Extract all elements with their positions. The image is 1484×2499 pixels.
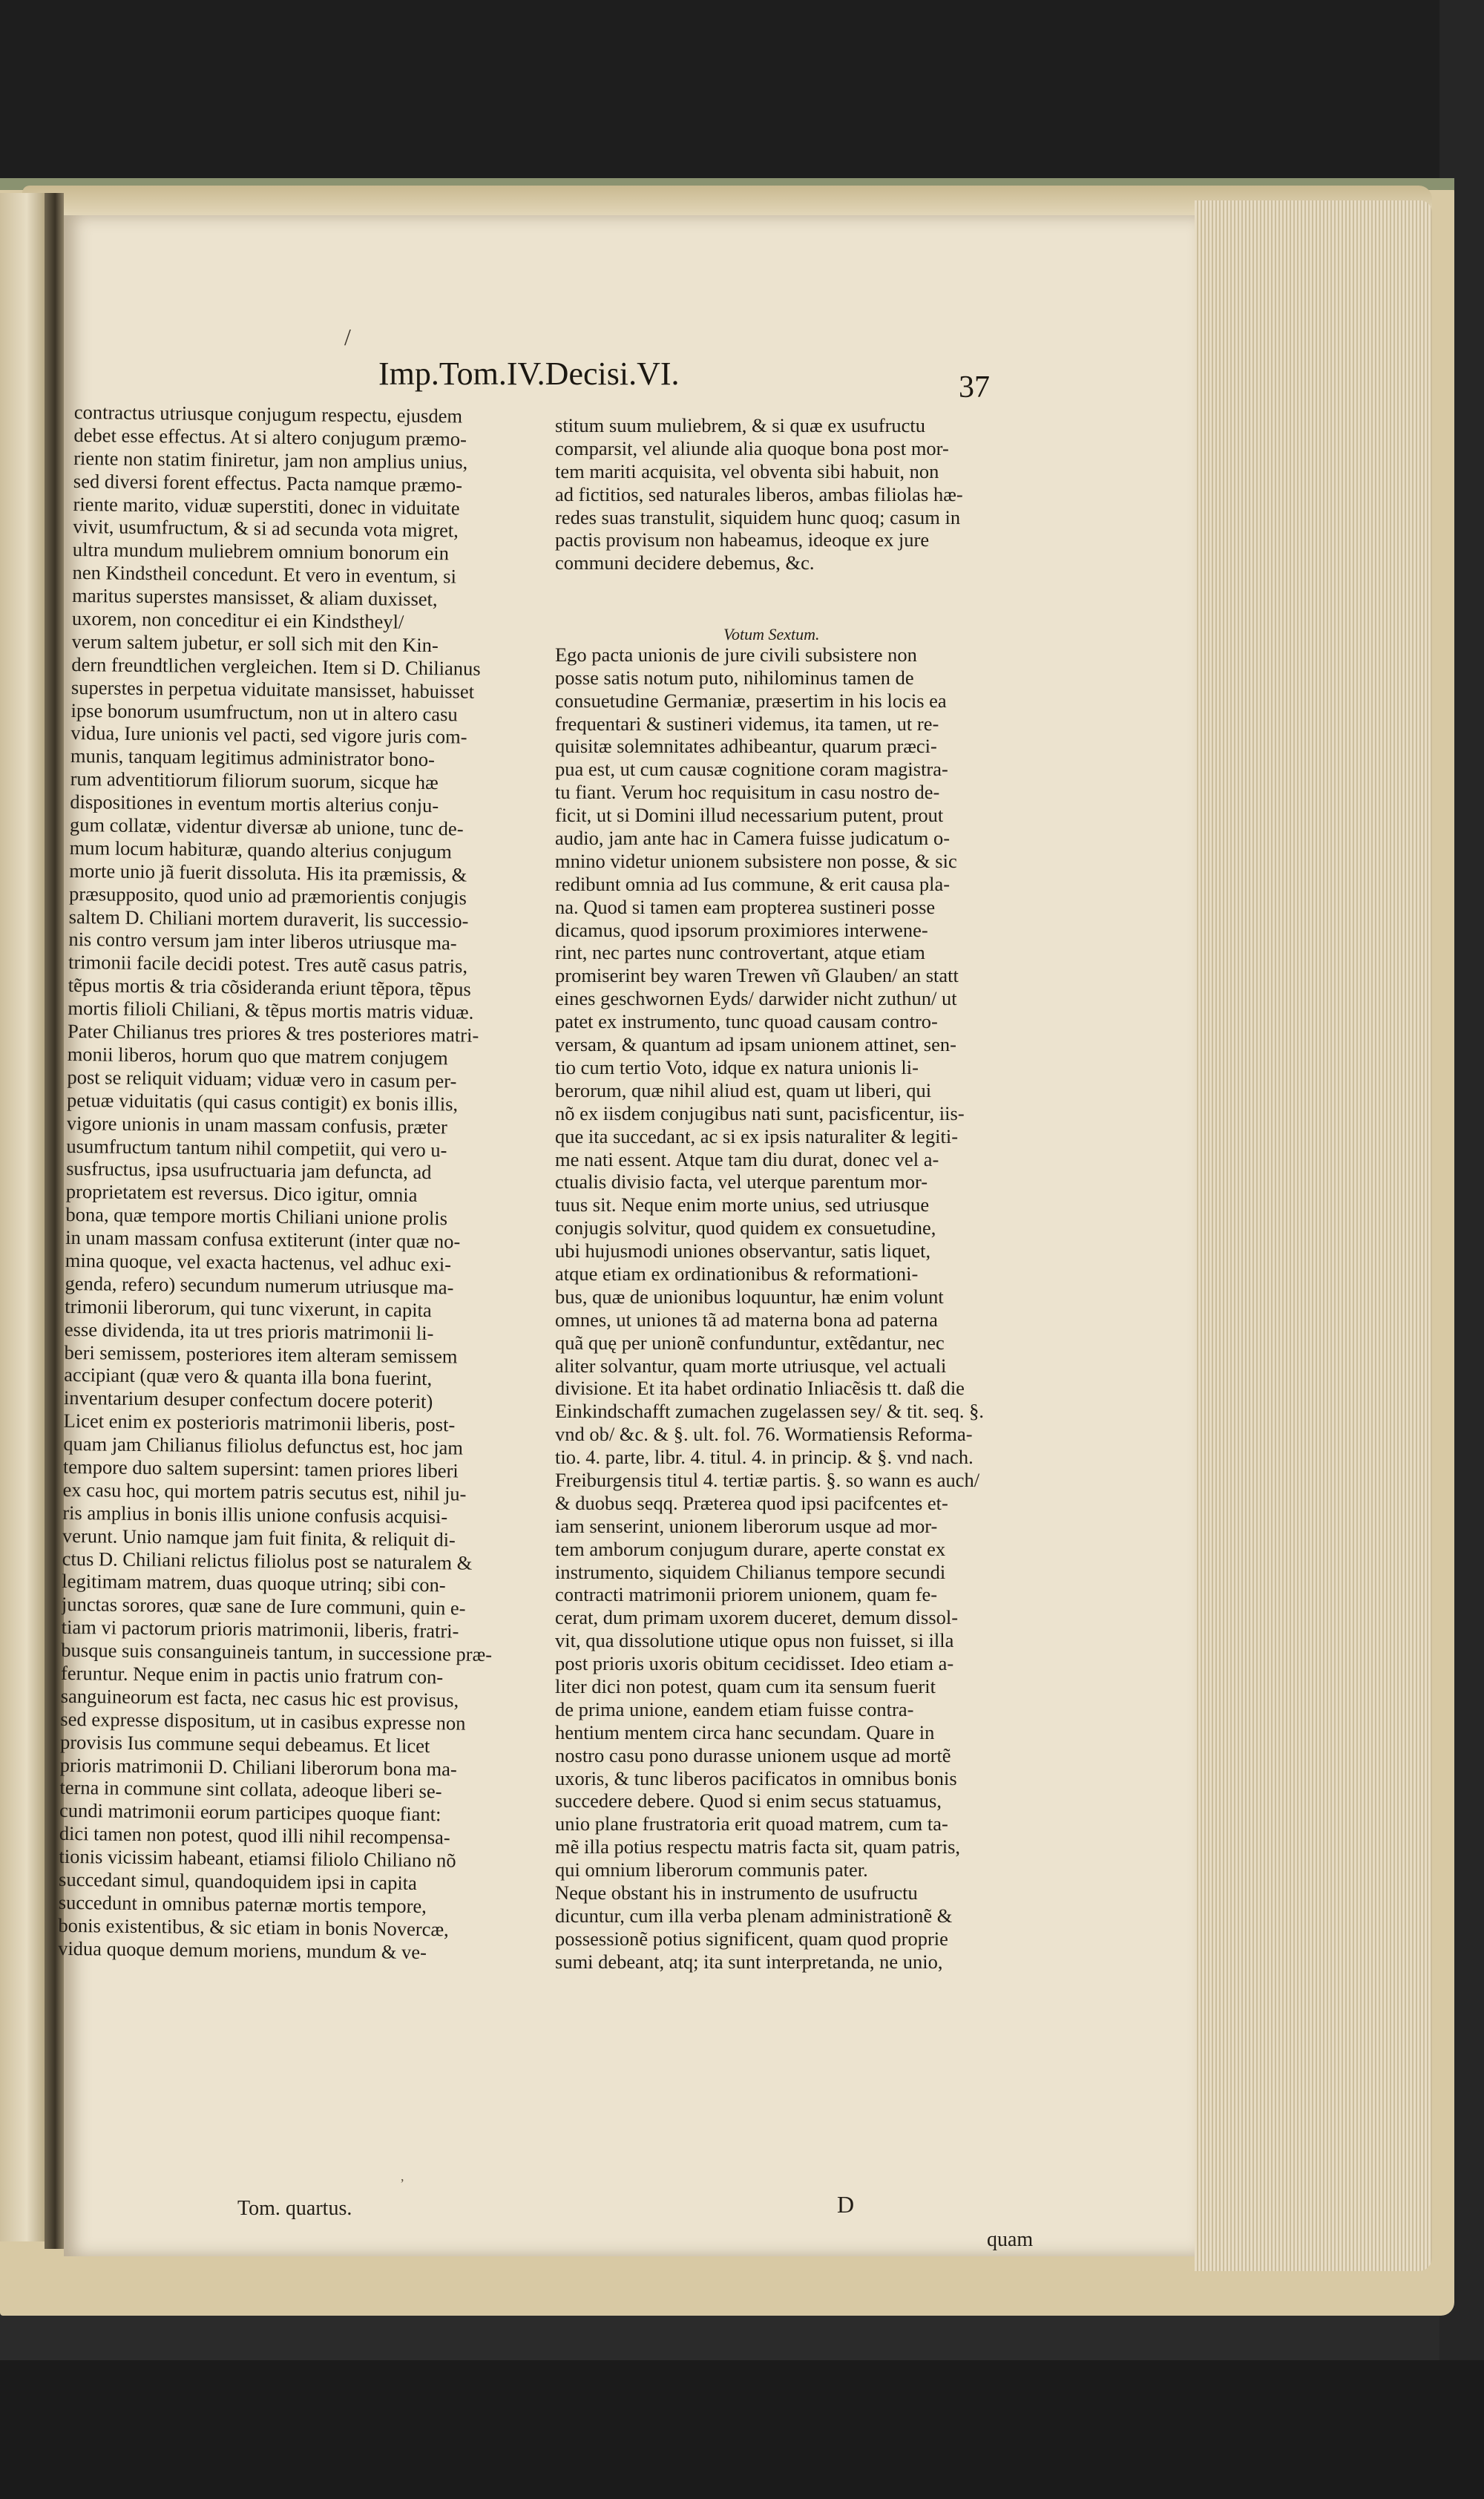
text-line: [555, 597, 1037, 620]
text-line: bus, quæ de unionibus loquuntur, hæ enim volunt: [555, 1285, 944, 1308]
text-line: verunt. Unio namque jam fuit finita, & reliquit di-: [62, 1524, 456, 1551]
text-line: qui omnium liberorum communis pater.: [555, 1858, 868, 1881]
text-line: comparsit, vel aliunde alia quoque bona post mor-: [555, 436, 949, 459]
text-line: provisis Ius commune sequi debeamus. Et licet: [59, 1730, 430, 1757]
text-line: redes suas transtulit, siquidem hunc quoq; casum in: [555, 505, 961, 528]
running-head: Imp.Tom.IV.Decisi.VI.: [378, 356, 680, 392]
text-line: præsupposito, quod unio ad præmorientis conjugis: [68, 882, 467, 909]
text-line: trimonii facile decidi potest. Tres autẽ casus patris,: [68, 951, 468, 977]
text-line: cerat, dum primam uxorem duceret, demum dissol-: [555, 1606, 959, 1629]
text-line: sed expresse dispositum, ut in casibus expresse non: [60, 1707, 466, 1735]
text-line: redibunt omnia ad Ius commune, & erit causa pla-: [555, 872, 951, 895]
page-edges-fore: [1195, 200, 1432, 2271]
text-line: junctas sorores, quæ sane de Iure communi, quin e-: [61, 1593, 466, 1619]
text-line: Pater Chilianus tres priores & tres posteriores matri-: [67, 1020, 479, 1047]
text-line: Neque obstant his in instrumento de usufructu: [555, 1881, 918, 1904]
text-line: ipse bonorum usumfructum, non ut in altero casu: [70, 698, 458, 726]
text-line: ultra mundum muliebrem omnium bonorum ein: [72, 538, 450, 565]
text-line: contracti matrimonii priorem unionem, quam fe-: [555, 1583, 938, 1606]
text-line: ficit, ut si Domini illud necessarium putent, prout: [555, 804, 944, 827]
text-line: dici tamen non potest, quod illi nihil recompensa-: [59, 1822, 450, 1849]
text-line: ris amplius in bonis illis unione confusis acquisi-: [62, 1501, 448, 1528]
text-line: divisione. Et ita habet ordinatio Inliacẽsis tt. daß die: [555, 1377, 965, 1400]
text-line: tempore duo saltem supersint: tamen priores liberi: [62, 1455, 459, 1482]
text-line: rum adventitiorum filiorum suorum, sicque hæ: [70, 767, 439, 794]
text-line: succedunt in omnibus paternæ mortis tempore,: [58, 1890, 427, 1917]
text-line: me nati essent. Atque tam diu durat, donec vel a-: [555, 1147, 939, 1170]
text-line: dern freundtlichen vergleichen. Item si D. Chilianus: [71, 652, 481, 680]
text-line: conjugis solvitur, quod quidem ex consuetudine,: [555, 1216, 936, 1239]
text-line: beri semissem, posteriores item alteram semissem: [64, 1340, 458, 1367]
text-line: sed diversi forent effectus. Pacta namque præmo-: [73, 469, 463, 497]
text-line: ex casu hoc, qui mortem patris secutus est, nihil ju-: [62, 1478, 467, 1505]
text-line: genda, refero) secundum numerum utriusque ma-: [65, 1271, 454, 1299]
text-line: ubi hujusmodi uniones observantur, satis liquet,: [555, 1239, 931, 1262]
text-line: post prioris uxoris obitum cecidisset. Ideo etiam a-: [555, 1652, 954, 1675]
text-line: ctualis divisio facta, vel uterque parentum mor-: [555, 1170, 928, 1193]
text-line: & duobus seqq. Præterea quod ipsi pacifcentes et-: [555, 1491, 948, 1514]
text-line: dicuntur, cum illa verba plenam administrationẽ &: [555, 1904, 953, 1927]
text-line: nis contro versum jam inter liberos utriusque ma-: [68, 928, 457, 954]
text-line: feruntur. Neque enim in pactis unio fratrum con-: [60, 1661, 444, 1689]
text-line: quã quę per unionẽ confunduntur, extẽdantur, nec: [555, 1331, 945, 1354]
dark-backdrop-bottom: [0, 2360, 1484, 2499]
text-line: vidua, Iure unionis vel pacti, sed vigore juris com-: [70, 721, 467, 749]
text-line: hentium mentem circa hanc secundam. Quare in: [555, 1720, 935, 1743]
text-line: unio plane frustratoria erit quoad matrem, cum ta-: [555, 1812, 948, 1835]
text-line: eines geschwornen Eyds/ darwider nicht zuthun/ ut: [555, 987, 957, 1010]
text-line: uxoris, & tunc liberos pacificatos in omnibus bonis: [555, 1766, 957, 1789]
text-line: liter dici non potest, quam cum ita sensum fuerit: [555, 1674, 936, 1697]
text-line: aliter solvantur, quam morte utriusque, vel actuali: [555, 1354, 947, 1377]
text-line: rint, nec partes nunc controvertant, atque etiam: [555, 941, 925, 964]
text-line: omnes, ut uniones tã ad materna bona ad paterna: [555, 1308, 938, 1331]
text-line: atque etiam ex ordinationibus & reformationi-: [555, 1262, 919, 1285]
text-line: posse satis notum puto, nihilominus tamen de: [555, 666, 914, 689]
text-line: busque suis consanguineis tantum, in successione præ-: [61, 1639, 493, 1666]
stray-ink-tick: ,: [401, 2169, 404, 2184]
text-line: sumi debeant, atq; ita sunt interpretanda, ne unio,: [555, 1950, 943, 1973]
text-line: bonis existentibus, & sic etiam in bonis Novercæ,: [58, 1913, 449, 1941]
text-line: nõ ex iisdem conjugibus nati sunt, pacisficentur, iis-: [555, 1101, 965, 1124]
text-line: succedere debere. Quod si enim secus statuamus,: [555, 1789, 942, 1812]
text-line: morte unio jã fuerit dissoluta. His ita præmissis, &: [69, 859, 467, 886]
text-line: maritus superstes mansisset, & aliam duxisset,: [72, 584, 438, 611]
left-text-column: [58, 401, 534, 1965]
text-line: quisitæ solemnitates adhibeantur, quarum præci-: [555, 735, 937, 758]
text-line: vit, qua dissolutione utique opus non fuisset, si illa: [555, 1629, 954, 1652]
text-line: usumfructum tantum nihil competiit, qui vero u-: [66, 1134, 447, 1161]
dark-backdrop-top: [0, 0, 1484, 178]
catchword-left: Tom. quartus.: [237, 2197, 352, 2220]
text-line: vigore unionis in unam massam confusis, præter: [66, 1111, 447, 1138]
text-line: prioris matrimonii D. Chiliani liberorum bona ma-: [59, 1753, 457, 1781]
catchword-right: quam: [987, 2228, 1034, 2251]
text-line: nen Kindstheil concedunt. Et vero in eventum, si: [72, 561, 457, 588]
text-line: mnino videtur unionem subsistere non posse, & sic: [555, 849, 957, 872]
text-line: quam jam Chilianus filiolus defunctus est, hoc jam: [63, 1432, 464, 1459]
text-line: monii liberos, horum quo que matrem conjugem: [67, 1042, 448, 1070]
text-line: post se reliquit viduam; viduæ vero in casum per-: [67, 1065, 457, 1093]
text-line: berorum, quæ nihil aliud est, quam ut liberi, qui: [555, 1078, 932, 1101]
text-line: Einkindschafft zumachen zugelassen sey/ & tit. seq. §.: [555, 1400, 984, 1423]
text-line: tionis vicissim habeant, etiamsi filiolo Chiliano nõ: [59, 1845, 456, 1872]
text-line: Freiburgensis titul 4. tertiæ partis. §. so wann es auch/: [555, 1468, 980, 1491]
text-line: frequentari & sustineri videmus, ita tamen, ut re-: [555, 712, 939, 735]
text-line: mortis filioli Chiliani, & tẽpus mortis matris viduæ.: [68, 997, 474, 1023]
text-line: audio, jam ante hac in Camera fuisse judicatum o-: [555, 827, 951, 850]
left-page-sliver: [0, 193, 45, 2241]
text-line: pactis provisum non habeamus, ideoque ex jure: [555, 528, 930, 551]
text-line: gum collatæ, videntur diversæ ab unione, tunc de-: [69, 813, 464, 840]
text-line: trimonii liberorum, qui tunc vixerunt, in capita: [65, 1294, 432, 1321]
stray-ink-mark: /: [344, 324, 351, 350]
text-line: dicamus, quod ipsorum proximiores interwene-: [555, 918, 928, 941]
text-line: cundi matrimonii eorum participes quoque fiant:: [59, 1799, 441, 1826]
text-line: vidua quoque demum moriens, mundum & ve-: [58, 1936, 427, 1963]
text-line: promiserint bey waren Trewen vñ Glauben/ an statt: [555, 964, 959, 987]
text-line: accipiant (quæ vero & quanta illa bona fuerint,: [64, 1363, 433, 1390]
section-heading: Votum Sextum.: [723, 625, 820, 643]
text-line: munis, tanquam legitimus administrator bono-: [70, 744, 436, 771]
text-line: riente marito, viduæ superstiti, donec in viduitate: [73, 492, 460, 520]
text-line: que ita succedant, ac si ex ipsis naturaliter & legiti-: [555, 1124, 959, 1147]
text-line: dispositiones in eventum mortis alterius conju-: [70, 790, 439, 817]
text-line: ad fictitios, sed naturales liberos, ambas filiolas hæ-: [555, 482, 963, 505]
text-line: na. Quod si tamen eam propterea sustineri posse: [555, 895, 936, 918]
text-line: tem amborum conjugum durare, aperte constat ex: [555, 1537, 946, 1560]
text-line: Ego pacta unionis de jure civili subsistere non: [555, 643, 917, 666]
text-line: susfructus, ipsa usufructuaria jam defuncta, ad: [66, 1157, 432, 1184]
text-line: uxorem, non conceditur ei ein Kindstheyl/: [71, 607, 404, 633]
page-number: 37: [959, 370, 990, 405]
text-line: tẽpus mortis & tria cõsideranda eriunt tẽpora, tẽpus: [68, 974, 471, 1000]
text-line: petuæ viduitatis (qui casus contigit) ex bonis illis,: [66, 1088, 459, 1116]
text-line: stitum suum muliebrem, & si quæ ex usufructu: [555, 414, 926, 436]
text-line: de prima unione, eandem etiam fuisse contra-: [555, 1697, 914, 1720]
text-line: contractus utriusque conjugum respectu, ejusdem: [73, 401, 463, 428]
text-line: vnd ob/ &c. & §. ult. fol. 76. Wormatiensis Reforma-: [555, 1423, 973, 1446]
text-line: proprietatem est reversus. Dico igitur, omnia: [65, 1180, 418, 1207]
text-line: terna in commune sint collata, adeoque liberi se-: [59, 1776, 442, 1803]
text-line: sanguineorum est facta, nec casus hic est provisus,: [60, 1684, 459, 1712]
text-line: esse dividenda, ita ut tres prioris matrimonii li-: [64, 1317, 434, 1344]
text-line: tio cum tertio Voto, idque ex natura unionis li-: [555, 1055, 919, 1078]
text-line: tem mariti acquisita, vel obventa sibi habuit, non: [555, 459, 939, 482]
text-line: [555, 574, 1037, 597]
text-line: mina quoque, vel exacta hactenus, vel adhuc exi-: [65, 1248, 452, 1276]
signature-mark: D: [837, 2191, 855, 2218]
text-line: mẽ illa potius respectu matris facta sit, quam patris,: [555, 1835, 961, 1858]
text-line: possessionẽ potius significent, quam quod proprie: [555, 1927, 948, 1950]
text-line: debet esse effectus. At si altero conjugum præmo-: [73, 423, 467, 451]
text-line: legitimam matrem, duas quoque utrinq; sibi con-: [62, 1570, 446, 1596]
text-line: patet ex instrumento, tunc quoad causam contro-: [555, 1010, 938, 1033]
text-line: iam senserint, unionem liberorum usque ad mor-: [555, 1514, 938, 1537]
text-line: succedant simul, quandoquidem ipsi in capita: [58, 1867, 418, 1894]
text-line: consuetudine Germaniæ, præsertim in his locis ea: [555, 689, 947, 712]
text-line: superstes in perpetua viduitate mansisset, habuisset: [70, 675, 475, 703]
text-line: vivit, usumfructum, & si ad secunda vota migret,: [73, 515, 459, 542]
text-line: bona, quæ tempore mortis Chiliani unione prolis: [65, 1203, 448, 1230]
text-line: verum saltem jubetur, er soll sich mit den Kin-: [71, 629, 439, 657]
text-line: ctus D. Chiliani relictus filiolus post se naturalem &: [62, 1547, 473, 1574]
text-line: nostro casu pono durasse unionem usque ad mortẽ: [555, 1743, 951, 1766]
text-line: tu fiant. Verum hoc requisitum in casu nostro de-: [555, 781, 940, 804]
text-line: tio. 4. parte, libr. 4. titul. 4. in princip. & §. vnd nach.: [555, 1446, 974, 1469]
text-line: mum locum habituræ, quando alterius conjugum: [69, 836, 453, 863]
text-line: saltem D. Chiliani mortem duraverit, lis successio-: [68, 905, 469, 932]
text-line: tuus sit. Neque enim morte unius, sed utriusque: [555, 1193, 930, 1216]
text-line: pua est, ut cum causæ cognitione coram magistra-: [555, 758, 948, 781]
text-line: versam, & quantum ad ipsam unionem attinet, sen-: [555, 1033, 956, 1056]
text-line: in unam massam confusa extiterunt (inter quæ no-: [65, 1226, 461, 1253]
text-line: riente non statim finiretur, jam non amplius unius,: [73, 446, 468, 474]
text-line: communi decidere debemus, &c.: [555, 551, 815, 574]
text-line: Licet enim ex posterioris matrimonii liberis, post-: [63, 1409, 456, 1436]
text-line: instrumento, siquidem Chilianus tempore secundi: [555, 1560, 946, 1583]
text-line: inventarium desuper confectum docere poterit): [63, 1386, 433, 1413]
text-line: tiam vi pactorum prioris matrimonii, liberis, fratri-: [61, 1616, 459, 1642]
right-text-column: [555, 414, 1037, 1974]
